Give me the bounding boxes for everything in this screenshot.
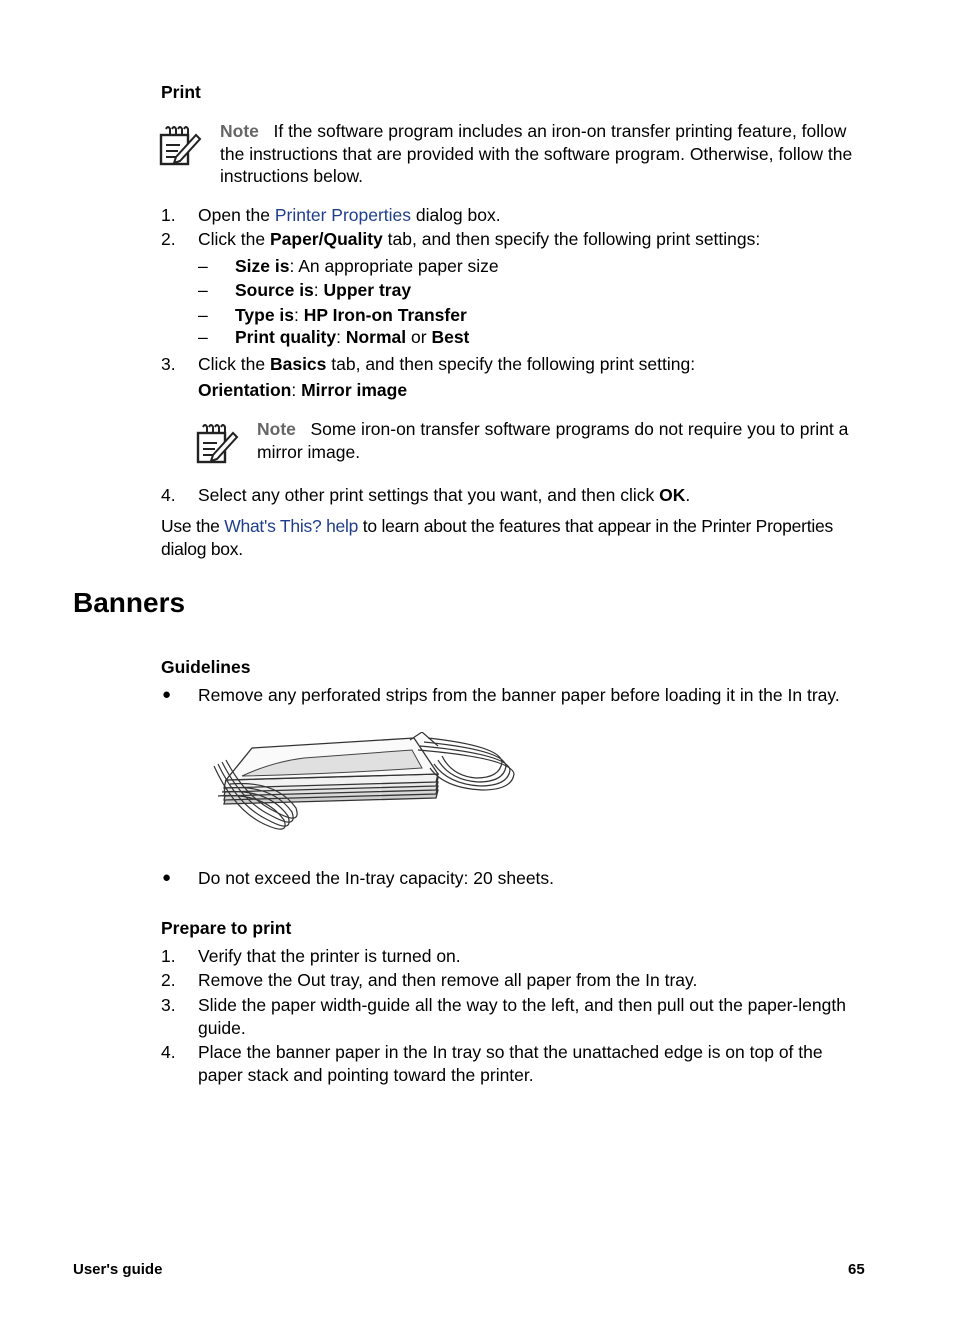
separator: : xyxy=(289,256,299,276)
list-dash: – xyxy=(198,305,208,325)
step-number: 4. xyxy=(161,1042,176,1062)
step-number: 2. xyxy=(161,229,176,249)
step-text: Click the xyxy=(198,229,270,249)
list-dash: – xyxy=(198,280,208,300)
bullet-icon: ● xyxy=(162,686,172,703)
tab-name: Basics xyxy=(269,354,327,374)
note-2 xyxy=(257,418,869,463)
step-number: 4. xyxy=(161,485,176,505)
note-icon xyxy=(158,123,204,167)
note-label: Note xyxy=(257,419,296,439)
step-1-text xyxy=(198,204,870,227)
print-heading: Print xyxy=(161,82,201,102)
setting-label: Size is xyxy=(235,256,290,276)
help-paragraph xyxy=(161,515,873,560)
setting-label: Orientation xyxy=(198,380,292,400)
orientation-setting xyxy=(198,379,870,402)
step-number: 3. xyxy=(161,995,176,1015)
step-text: tab, and then specify the following print settings: xyxy=(382,229,761,249)
prepare-step-3: Slide the paper width-guide all the way to the left, and then pull out the paper-length guide. xyxy=(198,995,846,1038)
guideline-1: Remove any perforated strips from the banner paper before loading it in the In tray. xyxy=(198,685,840,705)
separator: : xyxy=(336,327,346,347)
prepare-step-4: Place the banner paper in the In tray so that the unattached edge is on top of the paper stack and pointing toward the printer. xyxy=(198,1042,823,1085)
step-text: dialog box. xyxy=(411,205,501,225)
step-2-text xyxy=(198,228,870,251)
footer-guide-title: User's guide xyxy=(73,1261,163,1278)
setting-value: HP Iron-on Transfer xyxy=(303,305,467,325)
list-dash: – xyxy=(198,327,208,347)
whats-this-help-link[interactable]: What's This? help xyxy=(224,516,359,536)
printer-properties-link[interactable]: Printer Properties xyxy=(274,205,412,225)
note-text: If the software program includes an iron-on transfer printing feature, follow the instructions that are provided with the software program. Otherwise, follow the instructions below. xyxy=(220,121,853,186)
setting-value: Mirror image xyxy=(301,380,408,400)
separator: : xyxy=(313,280,324,300)
prepare-heading: Prepare to print xyxy=(161,918,292,938)
setting-type xyxy=(235,304,467,327)
setting-value: Upper tray xyxy=(323,280,412,300)
tab-name: Paper/Quality xyxy=(269,229,383,249)
step-text: tab, and then specify the following print setting: xyxy=(326,354,696,374)
paragraph-text: Use the xyxy=(161,516,225,536)
prepare-step-1: Verify that the printer is turned on. xyxy=(198,946,461,966)
note-text: Some iron-on transfer software programs do not require you to print a mirror image. xyxy=(257,419,849,462)
step-text: Open the xyxy=(198,205,275,225)
guideline-2: Do not exceed the In-tray capacity: 20 sheets. xyxy=(198,868,555,888)
step-number: 2. xyxy=(161,970,176,990)
guidelines-heading: Guidelines xyxy=(161,657,251,677)
separator: : xyxy=(291,380,302,400)
separator: or xyxy=(406,327,432,347)
setting-value: An appropriate paper size xyxy=(298,256,499,276)
note-icon xyxy=(195,421,241,465)
list-dash: – xyxy=(198,256,208,276)
step-number: 1. xyxy=(161,205,176,225)
banners-title: Banners xyxy=(73,587,186,618)
setting-size xyxy=(235,255,499,278)
step-3-text xyxy=(198,353,870,376)
note-label: Note xyxy=(220,121,259,141)
prepare-step-2: Remove the Out tray, and then remove all paper from the In tray. xyxy=(198,970,698,990)
paragraph-text: to learn about the features that appear in the Printer Properties dialog box. xyxy=(161,516,833,559)
step-number: 3. xyxy=(161,354,176,374)
setting-quality xyxy=(235,326,469,349)
step-text: Click the xyxy=(198,354,270,374)
banner-paper-illustration xyxy=(212,732,522,836)
setting-label: Type is xyxy=(235,305,295,325)
setting-label: Print quality xyxy=(235,327,337,347)
step-4-text xyxy=(198,484,870,507)
setting-source xyxy=(235,279,411,302)
bullet-icon: ● xyxy=(162,869,172,886)
step-number: 1. xyxy=(161,946,176,966)
separator: : xyxy=(294,305,304,325)
page-number: 65 xyxy=(848,1261,865,1278)
ok-label: OK xyxy=(659,485,686,505)
setting-label: Source is xyxy=(235,280,314,300)
setting-value: Normal xyxy=(345,327,407,347)
step-text: . xyxy=(685,485,691,505)
step-text: Select any other print settings that you want, and then click xyxy=(198,485,660,505)
note-1 xyxy=(220,120,870,188)
setting-value: Best xyxy=(431,327,470,347)
